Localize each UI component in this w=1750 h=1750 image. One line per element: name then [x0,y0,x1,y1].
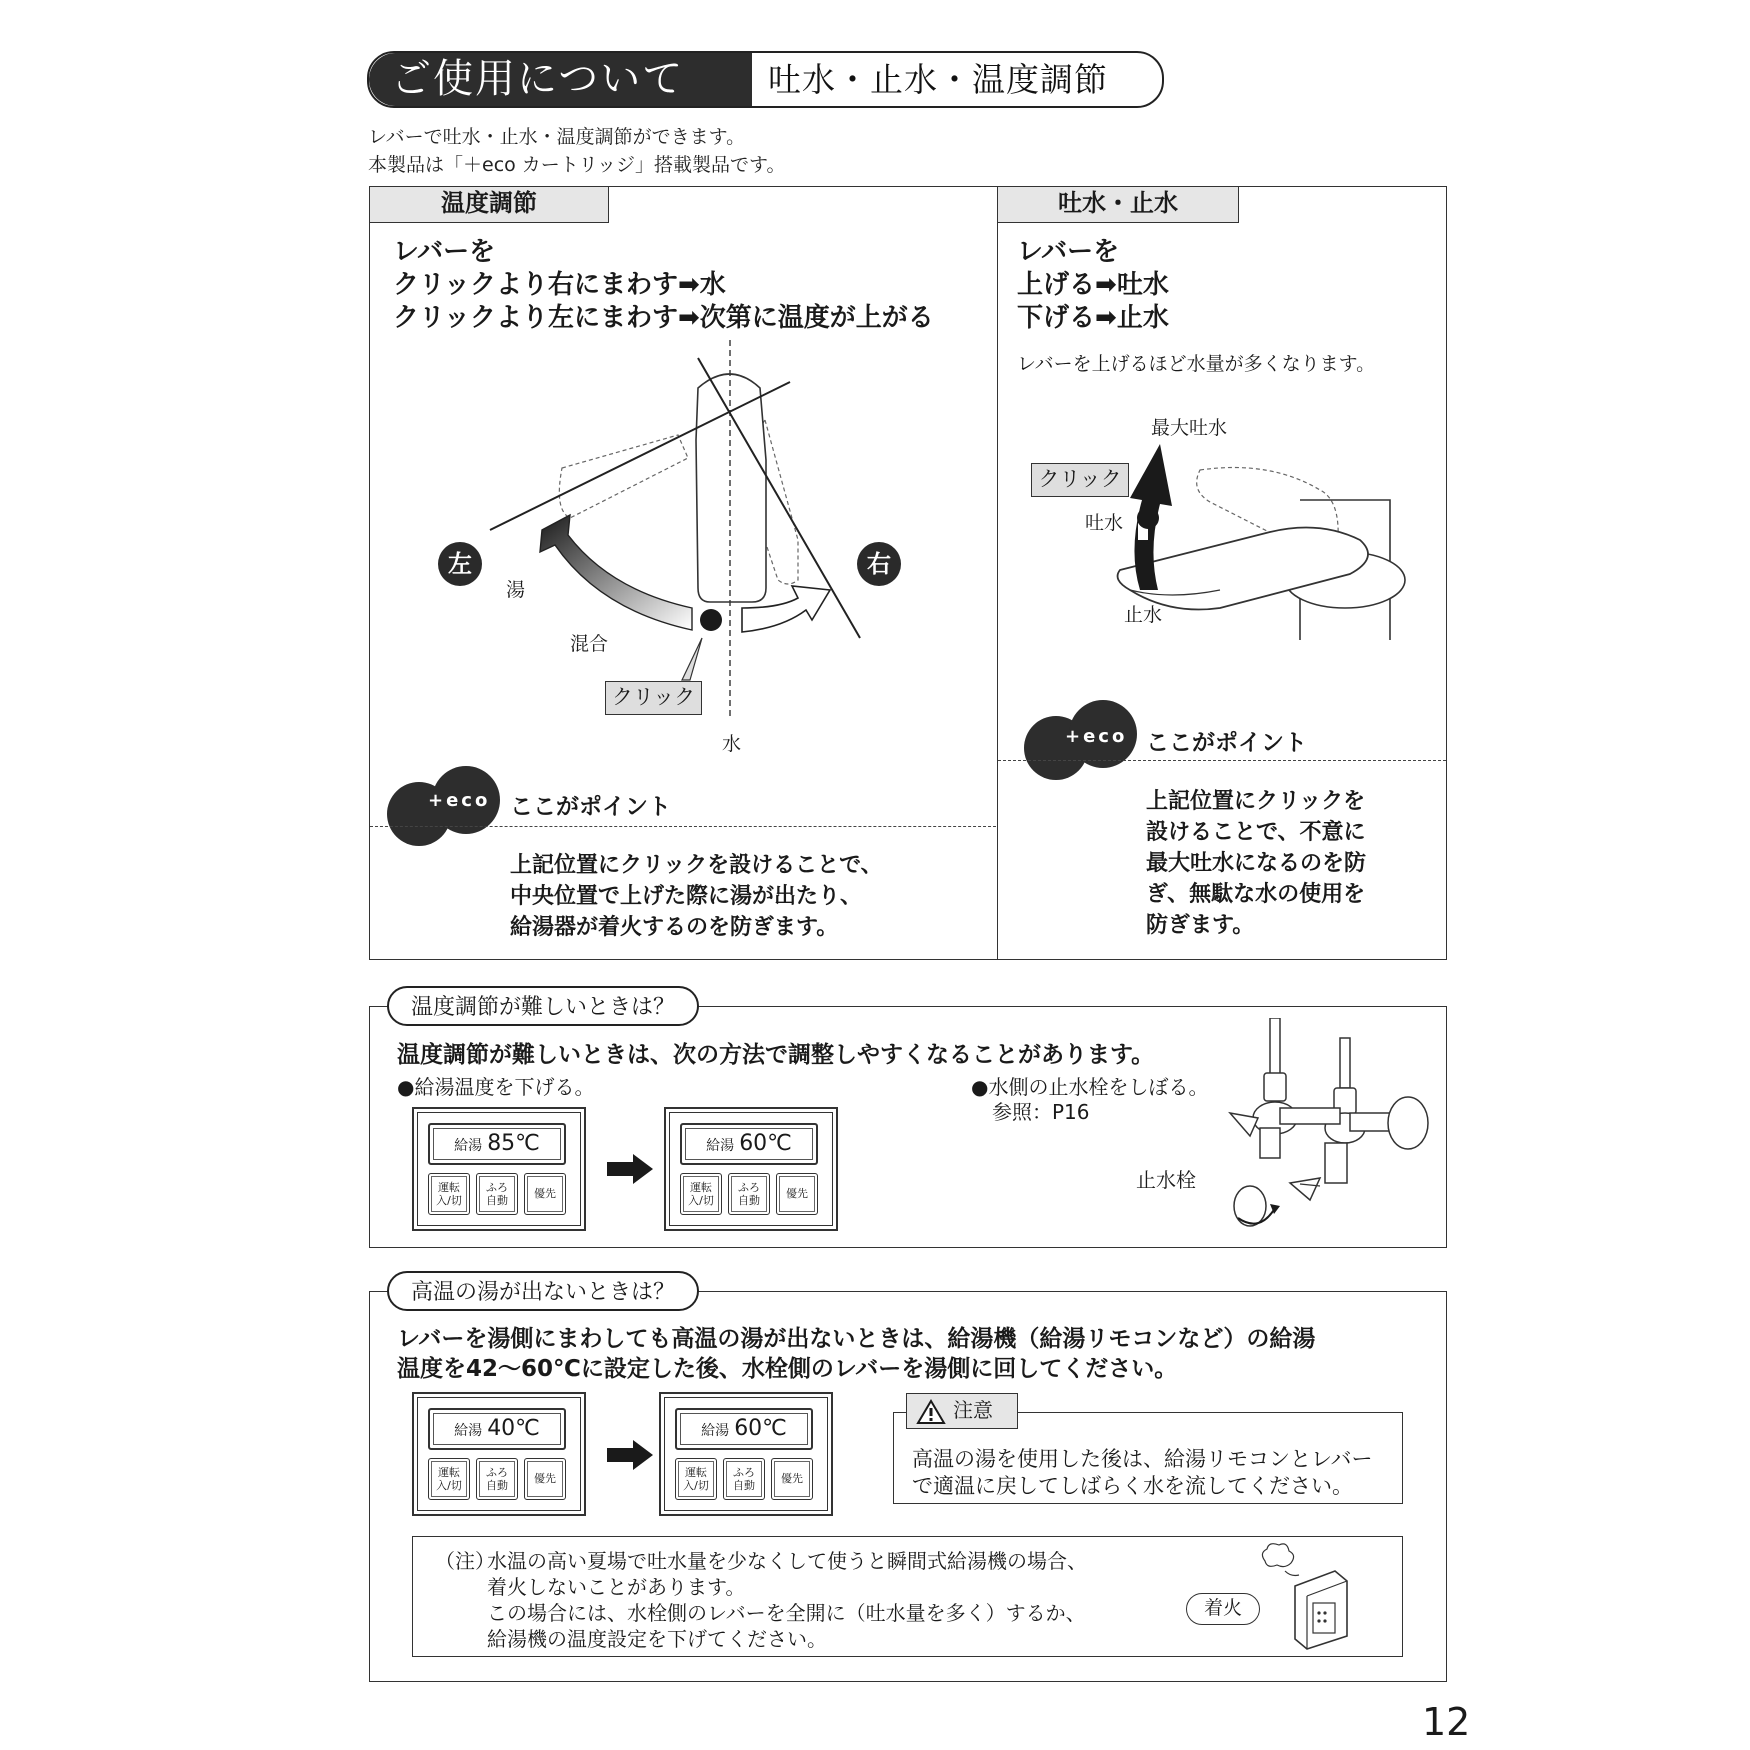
temp-instruction-3: クリックより左にまわす➡次第に温度が上がる [393,303,934,333]
temp-point-line-2: 中央位置で上げた際に湯が出たり、 [510,884,863,909]
priority-button: 優先 [524,1173,566,1215]
arrow-icon: ➡ [677,303,700,333]
temp-instruction-1: レバーを [393,237,496,267]
label-flow: 吐水 [1085,512,1124,534]
flow-point-line-4: ぎ、無駄な水の使用を [1146,882,1366,907]
flow-instruction-2: 上げる➡吐水 [1017,270,1169,300]
temp-point-divider [370,826,996,827]
temp-tab: 温度調節 [369,186,609,223]
flow-point-line-3: 最大吐水になるのを防 [1146,851,1367,876]
flow-point-title: ここがポイント [1146,730,1307,756]
arrow-icon: ➡ [1095,303,1117,333]
arrow-right-icon [605,1152,655,1186]
flow-point-line-2: 設けることで、不意に [1146,820,1366,845]
eco-logo-text: +eco [1065,726,1128,747]
arrow-icon: ➡ [677,270,700,300]
difficult-ref: 参照：P16 [992,1100,1090,1124]
power-button: 運転 入/切 [675,1458,717,1500]
remote-before [412,1107,586,1231]
warning-icon [916,1399,946,1425]
label-hot: 湯 [506,579,526,601]
note-line-2: 着火しないことがあります。 [487,1575,746,1599]
flow-point-line-1: 上記位置にクリックを [1146,789,1366,814]
note-line-4: 給湯機の温度設定を下げてください。 [487,1627,827,1651]
bath-auto-button: ふろ 自動 [476,1458,518,1500]
remote-display: 給湯 60℃ [675,1408,813,1450]
power-button: 運転 入/切 [428,1173,470,1215]
section-title: ご使用について [369,53,752,106]
remote-after [664,1107,838,1231]
label-max-flow: 最大吐水 [1151,417,1228,439]
caution-line-2: で適温に戻してしばらく水を流してください。 [912,1474,1353,1498]
flow-tab: 吐水・止水 [997,186,1239,223]
temp-point-title: ここがポイント [510,794,671,820]
arrow-icon: ➡ [1095,270,1117,300]
temp-point-line-1: 上記位置にクリックを設けることで、 [510,853,883,878]
temp-point-line-3: 給湯器が着火するのを防ぎます。 [510,915,839,940]
difficult-lead: 温度調節が難しいときは、次の方法で調整しやすくなることがあります。 [397,1042,1155,1068]
left-badge: 左 [438,542,482,586]
bath-auto-button: ふろ 自動 [728,1173,770,1215]
note-prefix: （注） [435,1549,495,1573]
section-subtitle: 吐水・止水・温度調節 [768,60,1108,99]
label-stop: 止水 [1124,604,1163,626]
remote-display: 給湯 40℃ [428,1408,566,1450]
temp-instruction-2: クリックより右にまわす➡水 [393,270,726,300]
note-line-1: 水温の高い夏場で吐水量を少なくして使うと瞬間式給湯機の場合、 [487,1549,1087,1573]
page-number: 12 [1422,1700,1471,1744]
hot-lead-2: 温度を42～60℃に設定した後、水栓側のレバーを湯側に回してください。 [397,1356,1178,1382]
remote-display: 給湯 85℃ [428,1123,566,1165]
flow-point-line-5: 防ぎます。 [1146,913,1255,938]
difficult-heading: 温度調節が難しいときは？ [387,986,699,1026]
remote-before [412,1392,586,1516]
panel-divider [997,186,998,960]
power-button: 運転 入/切 [680,1173,722,1215]
intro-line-1: レバーで吐水・止水・温度調節ができます。 [368,126,746,148]
bath-auto-button: ふろ 自動 [723,1458,765,1500]
temp-lever-diagram [420,340,900,740]
remote-display: 給湯 60℃ [680,1123,818,1165]
label-water: 水 [722,733,742,755]
caution-line-1: 高温の湯を使用した後は、給湯リモコンとレバー [912,1447,1373,1471]
intro-line-2: 本製品は「＋eco カートリッジ」搭載製品です。 [368,154,786,176]
label-mix: 混合 [570,633,609,655]
bath-auto-button: ふろ 自動 [476,1173,518,1215]
stop-valve-illustration [1220,1018,1430,1238]
ignite-badge: 着火 [1186,1593,1260,1625]
arrow-right-icon [605,1438,655,1472]
priority-button: 優先 [524,1458,566,1500]
hot-lead-1: レバーを湯側にまわしても高温の湯が出ないときは、給湯機（給湯リモコンなど）の給湯 [397,1326,1316,1352]
section-header [367,51,1164,108]
flow-instruction-1: レバーを [1017,237,1120,267]
water-heater-icon [1255,1541,1355,1651]
click-callout: クリック [605,681,702,715]
priority-button: 優先 [776,1173,818,1215]
note-line-3: この場合には、水栓側のレバーを全開に（吐水量を多く）するか、 [487,1601,1086,1625]
right-badge: 右 [857,542,901,586]
caution-tab [906,1393,1018,1429]
flow-instruction-3: 下げる➡止水 [1017,303,1169,333]
hot-heading: 高温の湯が出ないときは？ [387,1271,699,1311]
remote-after [659,1392,833,1516]
power-button: 運転 入/切 [428,1458,470,1500]
flow-point-divider [998,760,1446,761]
difficult-bullet-2: ●水側の止水栓をしぼる。 [971,1075,1209,1099]
flow-click-callout: クリック [1031,463,1129,497]
difficult-bullet-1: ●給湯温度を下げる。 [397,1075,595,1099]
caution-label: 注意 [953,1398,993,1422]
valve-label: 止水栓 [1136,1168,1196,1192]
priority-button: 優先 [771,1458,813,1500]
flow-note: レバーを上げるほど水量が多くなります。 [1017,353,1376,375]
eco-logo-text: +eco [428,790,491,811]
